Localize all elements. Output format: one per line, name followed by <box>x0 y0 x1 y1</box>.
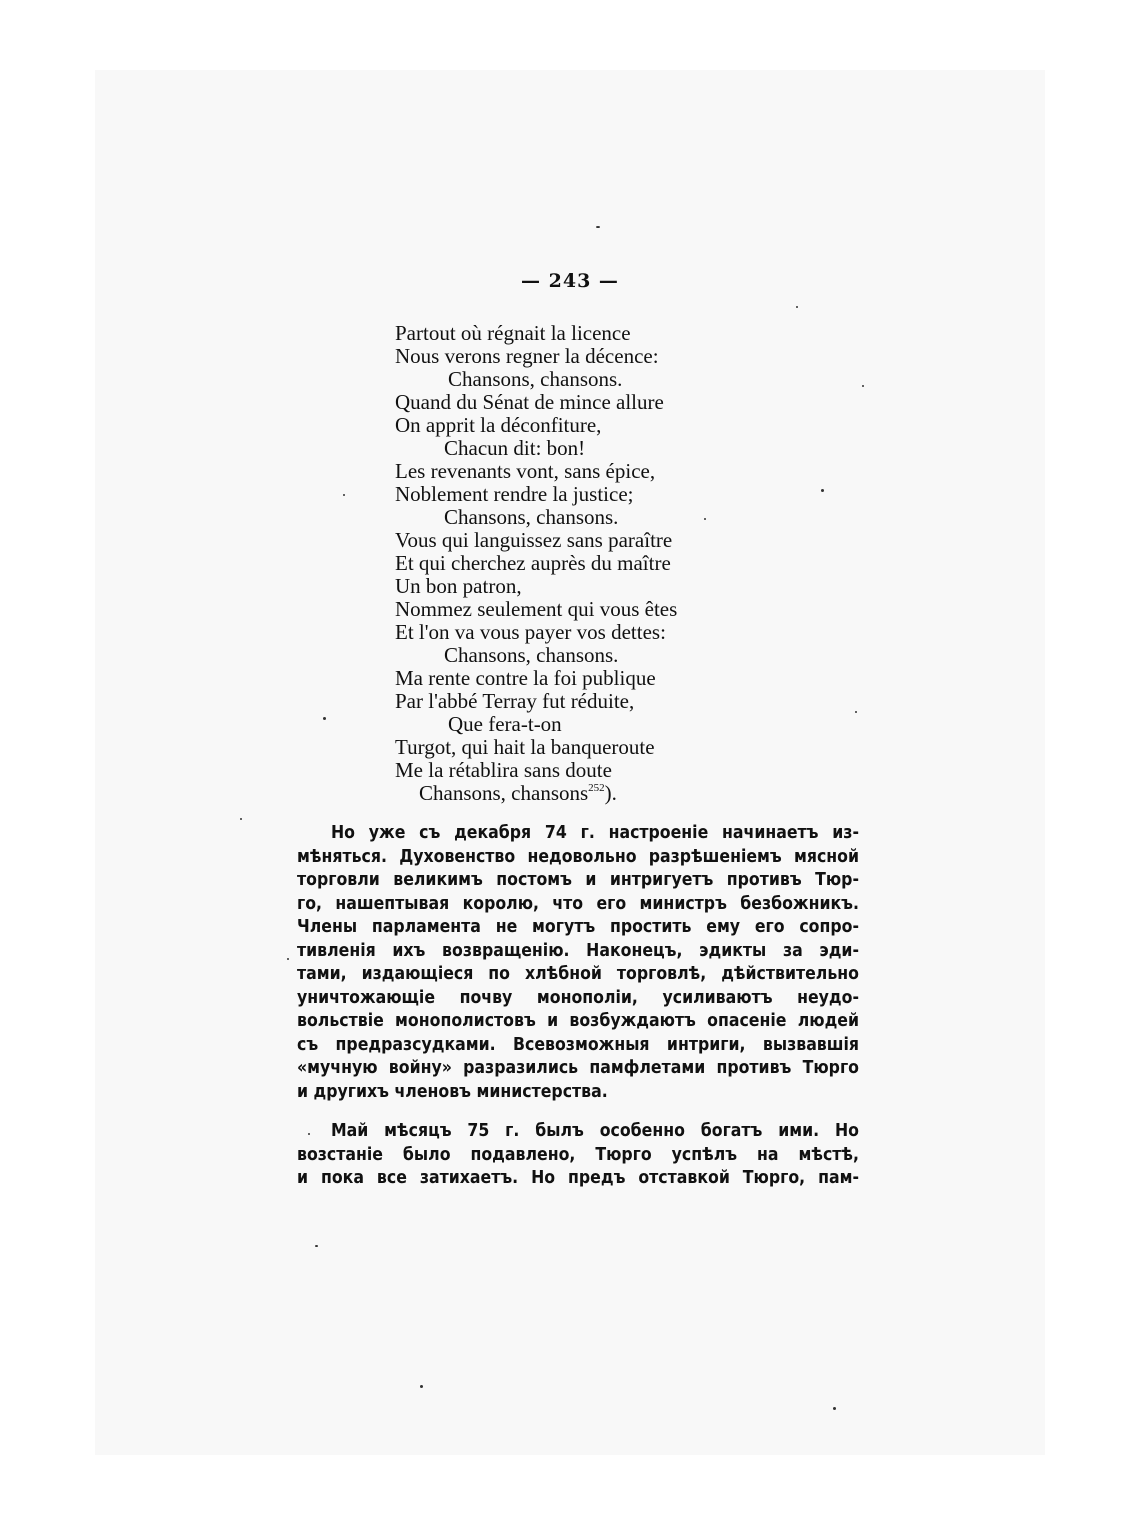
scan-speck <box>323 717 326 720</box>
scan-speck <box>308 1133 310 1135</box>
poem-line: Nommez seulement qui vous êtes <box>395 597 678 621</box>
paragraph-2 <box>297 1120 859 1191</box>
paragraph-line: вольствіе монополистовъ и возбуждаютъ опасеніе людей <box>297 1011 859 1031</box>
paragraph-line: го, нашептывая королю, что его министръ безбожникъ. <box>297 893 859 914</box>
poem-line: Quand du Sénat de mince allure <box>395 390 664 414</box>
paragraph-line: тами, издающіеся по хлѣбной торговлѣ, дѣйствительно <box>297 964 859 984</box>
paragraph-line: Но уже съ декабря 74 г. настроеніе начинаетъ из- <box>331 823 859 843</box>
poem-line: Me la rétablira sans doute <box>395 758 612 782</box>
paragraph-line: возстаніе было подавлено, Тюрго успѣлъ на мѣстѣ, <box>297 1144 859 1165</box>
poem-refrain: Chansons, chansons. <box>444 505 619 529</box>
poem-final-text: Chansons, chansons <box>419 781 589 805</box>
scan-speck <box>343 494 345 496</box>
scan-speck <box>833 1407 836 1410</box>
scan-speck <box>240 818 242 820</box>
paragraph-line: Члены парламента не могутъ простить ему его сопро- <box>297 917 859 937</box>
poem-line: Partout où régnait la licence <box>395 321 631 345</box>
scan-speck <box>796 306 798 308</box>
poem-line: Les revenants vont, sans épice, <box>395 459 656 483</box>
paragraph-line: тивленія ихъ возвращенію. Наконецъ, эдикты за эди- <box>297 940 859 961</box>
scan-speck <box>821 489 824 492</box>
poem-line: Et l'on va vous payer vos dettes: <box>395 620 666 644</box>
paragraph-1 <box>297 822 859 1104</box>
scan-speck <box>855 711 857 713</box>
poem-line: Par l'abbé Terray fut réduite, <box>395 689 635 713</box>
poem-line: Ma rente contre la foi publique <box>395 666 656 690</box>
paragraph-line: мѣняться. Духовенство недовольно разрѣшеніемъ мясной <box>297 846 859 867</box>
poem-line: Un bon patron, <box>395 574 522 598</box>
scan-speck <box>420 1385 423 1388</box>
paragraph-line: съ предразсудками. Всевозможныя интриги, вызвавшія <box>297 1034 859 1055</box>
poem-line: Nous verons regner la décence: <box>395 344 659 368</box>
poem-line: Vous qui languissez sans paraître <box>395 528 673 552</box>
poem <box>395 322 815 805</box>
paragraph-line: Май мѣсяцъ 75 г. былъ особенно богатъ ими. Но <box>331 1121 859 1141</box>
poem-line: Noblement rendre la justice; <box>395 482 634 506</box>
paragraph-line: торговли великимъ постомъ и интригуетъ противъ Тюр- <box>297 870 859 890</box>
paragraph-line: и пока все затихаетъ. Но предъ отставкой Тюрго, пам- <box>297 1168 859 1188</box>
scan-speck <box>862 385 864 387</box>
paragraph-line: «мучную войну» разразились памфлетами противъ Тюрго <box>297 1058 859 1078</box>
page-number: — 243 — <box>521 270 619 292</box>
poem-line: Turgot, qui hait la banqueroute <box>395 735 655 759</box>
paragraph-line: и другихъ членовъ министерства. <box>297 1081 608 1102</box>
paragraph-line: уничтожающіе почву монополіи, усиливаютъ неудо- <box>297 987 859 1008</box>
scan-speck <box>596 226 600 228</box>
poem-line: On apprit la déconfiture, <box>395 413 602 437</box>
scan-speck <box>287 958 289 960</box>
footnote-reference: 252 <box>588 782 605 794</box>
poem-line: Et qui cherchez auprès du maître <box>395 551 671 575</box>
poem-final-line <box>395 782 815 805</box>
poem-line: Que fera-t-on <box>448 712 562 736</box>
poem-refrain: Chansons, chansons. <box>448 367 623 391</box>
poem-refrain: Chansons, chansons. <box>444 643 619 667</box>
poem-line: Chacun dit: bon! <box>444 436 586 460</box>
scan-speck <box>315 1245 318 1247</box>
scan-speck <box>704 518 706 520</box>
poem-closing: ). <box>604 781 617 805</box>
